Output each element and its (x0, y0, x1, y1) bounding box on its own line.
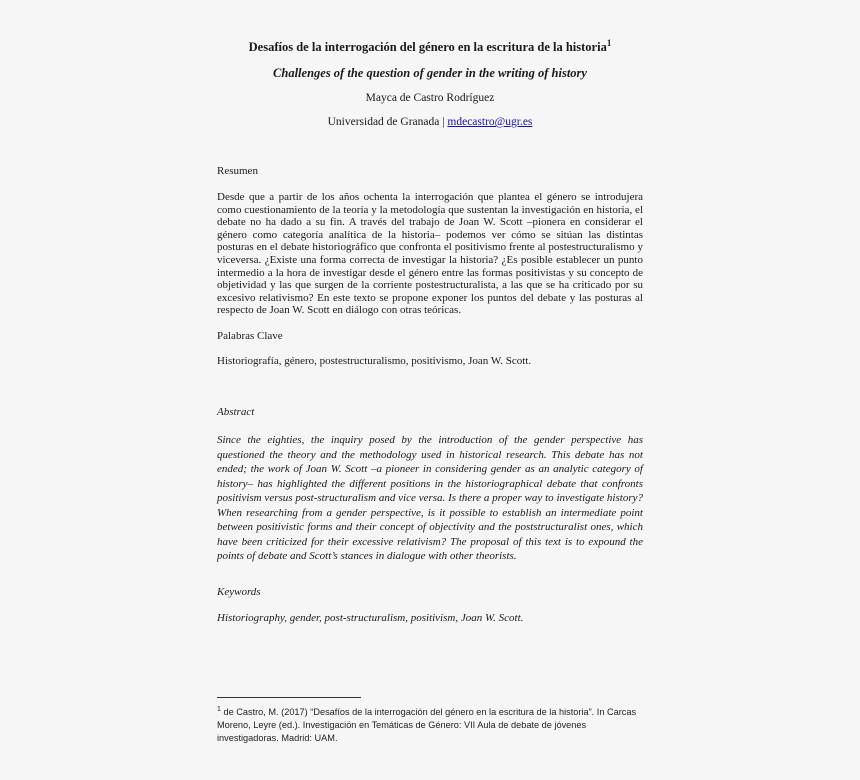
paper-title-text: Desafíos de la interrogación del género en la escritura de la historia (248, 40, 607, 55)
palabras-clave-text: Historiografía, género, postestructuralismo, positivismo, Joan W. Scott. (217, 355, 532, 367)
author-affiliation (0, 116, 860, 128)
resumen-heading: Resumen (217, 165, 258, 177)
resumen-text: Desde que a partir de los años ochenta la interrogación que plantea el género se introdujera como cuestionamiento de la teoría y la metodología que sustentan la investigación en historia, el debate no ha dado a su fin. A través del trabajo de Joan W. Scott –pionera en considerar el género como categoría analítica de la historia– podemos ver cómo se sitúan las distintas posturas en el debate historiográfico que confronta el positivismo frente al postestructuralismo y viceversa. ¿Existe una forma correcta de investigar la historia? ¿Es posible establecer un punto intermedio a la hora de investigar desde el género entre las formas positivistas y su concepto de objetividad y las que surgen de la corriente postestructuralista, a las que se ha criticado por su excesivo relativismo? En este texto se propone exponer los puntos del debate y las posturas al respecto de Joan W. Scott en diálogo con otras teóricas. (217, 191, 643, 317)
palabras-clave-heading: Palabras Clave (217, 330, 283, 342)
affiliation-text: Universidad de Granada | (327, 116, 448, 128)
author-name: Mayca de Castro Rodríguez (365, 92, 495, 104)
paper-subtitle: Challenges of the question of gender in the writing of history (273, 66, 587, 80)
footnote-ref[interactable]: 1 (606, 38, 612, 48)
paper-title (0, 38, 860, 55)
keywords-heading: Keywords (217, 586, 261, 598)
abstract-text: Since the eighties, the inquiry posed by the introduction of the gender perspective has questioned the theory and the methodology used in historical research. This debate has not ended; the work of Joan W. Scott –a pioneer in considering gender as an analytic category of history– has highlighted the different positions in the historiographical debate that confronts positivism versus post-structuralism and vice versa. Is there a proper way to investigate history? When researching from a gender perspective, is it possible to establish an intermediate point between positivistic forms and their concept of objectivity and the poststructuralist ones, which have been criticized for their excessive relativism? The proposal of this text is to expound the points of debate and Scott’s stances in dialogue with other theorists. (217, 434, 643, 562)
footnote-divider (217, 697, 361, 698)
keywords-text: Historiography, gender, post-structuralism, positivism, Joan W. Scott. (217, 612, 524, 624)
abstract-heading: Abstract (217, 406, 255, 418)
footnote (217, 703, 647, 745)
footnote-mark: 1 (217, 706, 221, 713)
email-link[interactable]: mdecastro@ugr.es (447, 116, 533, 128)
footnote-text: de Castro, M. (2017) “Desafíos de la interrogación del género en la escritura de la historia”. In Carcas Moreno, Leyre (ed.). Investigación en Temáticas de Género: VII Aula de debate de jóvenes investigadoras. Madrid: UAM. (217, 707, 637, 744)
